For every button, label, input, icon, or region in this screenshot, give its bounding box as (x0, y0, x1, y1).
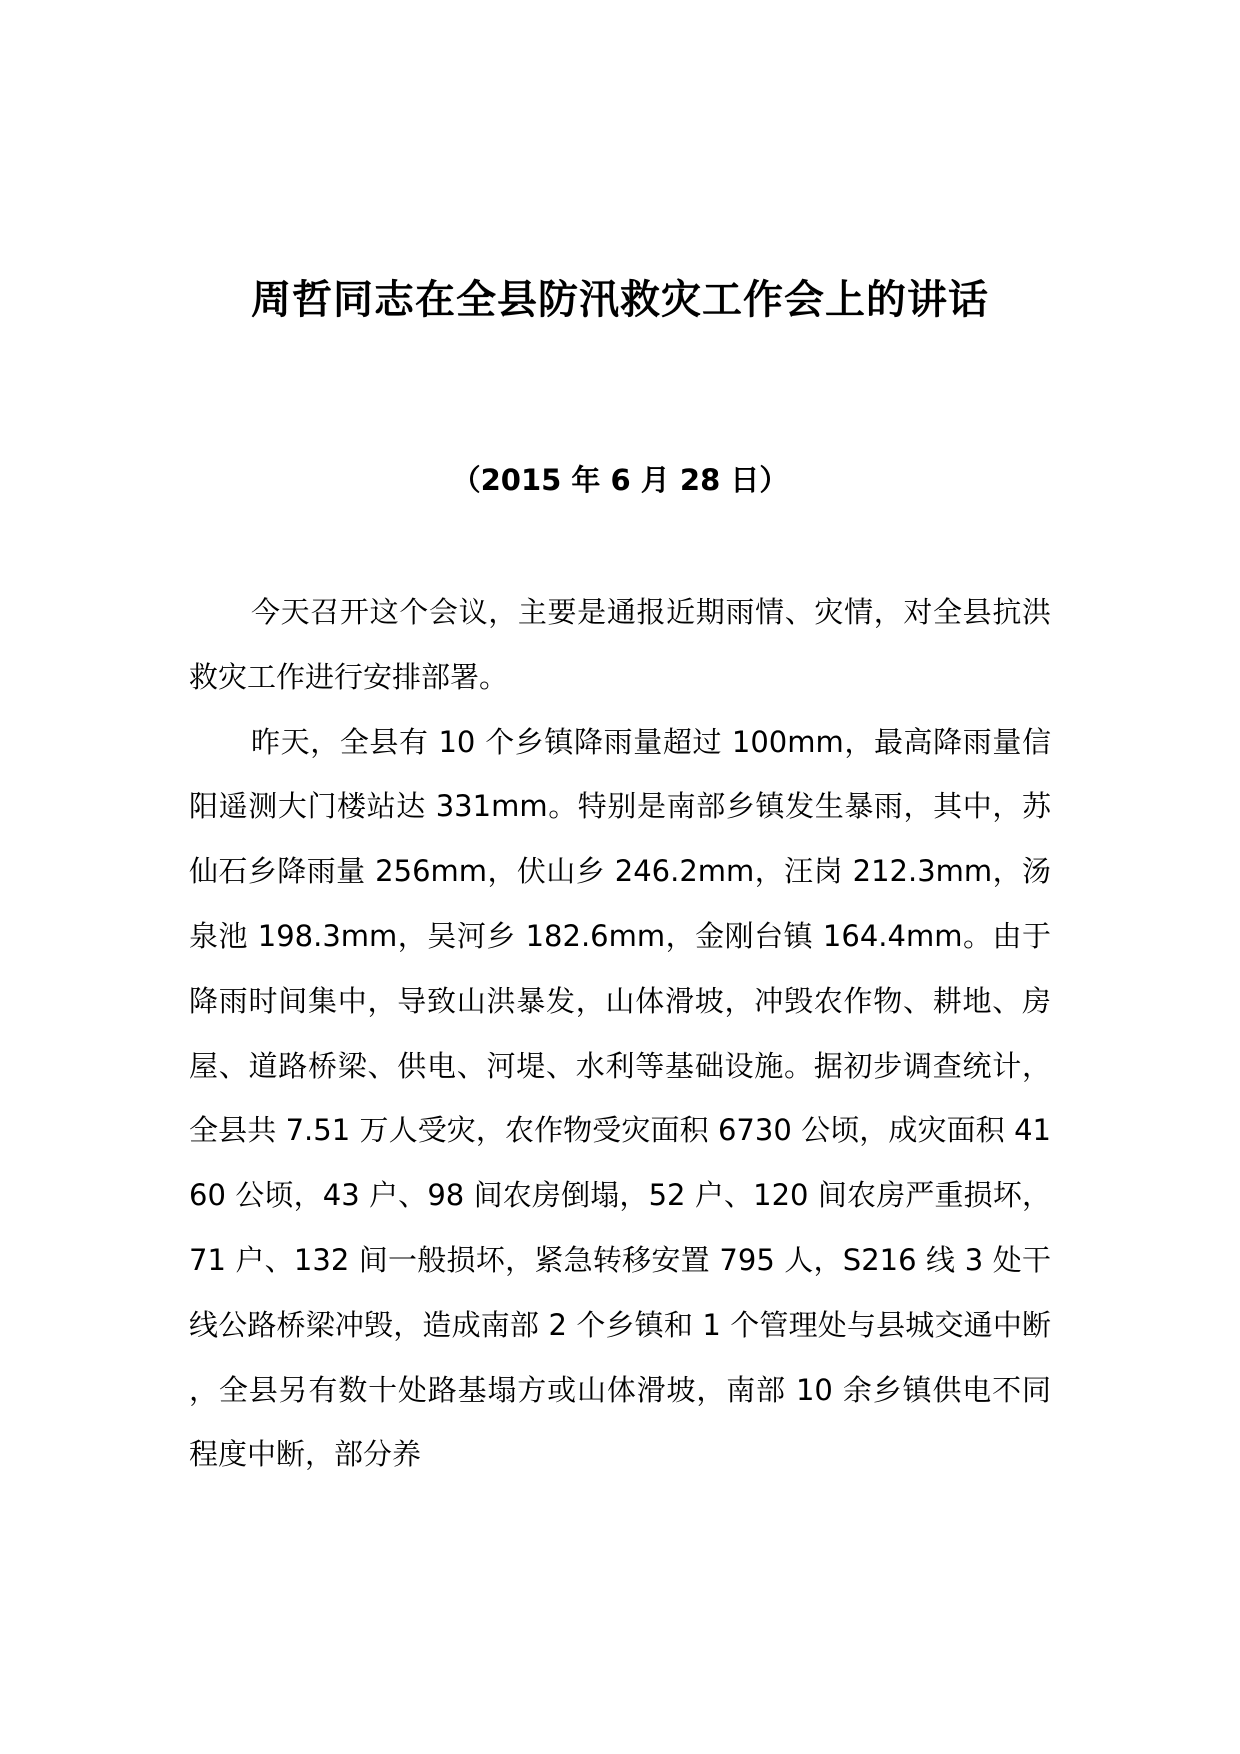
document-date: （2015 年 6 月 28 日） (451, 463, 789, 497)
body-paragraph: 昨天，全县有 10 个乡镇降雨量超过 100mm，最高降雨量信阳遥测大门楼站达 331mm。特别是南部乡镇发生暴雨，其中，苏仙石乡降雨量 256mm，伏山乡 246.2mm，汪岗 212.3mm，汤泉池 198.3mm，吴河乡 182.6mm，金刚台镇 164.4mm。由于降雨时间集中，导致山洪暴发，山体滑坡，冲毁农作物、耕地、房屋、道路桥梁、供电、河堤、水利等基础设施。据初步调查统计，全县共 7.51 万人受灾，农作物受灾面积 6730 公顷，成灾面积 4160 公顷，43 户、98 间农房倒塌，52 户、120 间农房严重损坏，71 户、132 间一般损坏，紧急转移安置 795 人，S216 线 3 处干线公路桥梁冲毁，造成南部 2 个乡镇和 1 个管理处与县城交通中断，全县另有数十处路基塌方或山体滑坡，南部 10 余乡镇供电不同程度中断，部分养 (189, 724, 1051, 1472)
document-body (189, 580, 1051, 1487)
document-title: 周哲同志在全县防汛救灾工作会上的讲话 (251, 277, 989, 323)
body-paragraph: 今天召开这个会议，主要是通报近期雨情、灾情，对全县抗洪救灾工作进行安排部署。 (189, 595, 1051, 694)
